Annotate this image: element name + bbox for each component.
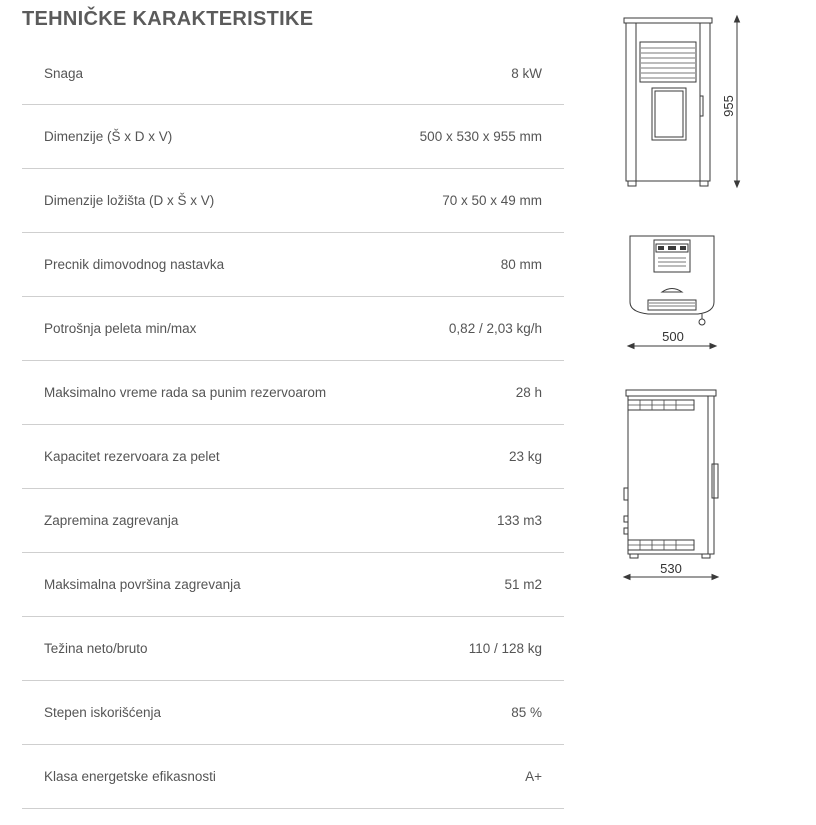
spec-value: 23 kg	[508, 449, 542, 464]
spec-row-heating-volume	[22, 489, 564, 553]
front-glass-door	[652, 88, 686, 140]
spec-label: Dimenzije (Š x D x V)	[44, 129, 173, 144]
control-panel	[654, 240, 690, 272]
depth-dimension-label: 530	[660, 561, 682, 576]
spec-label: Klasa energetske efikasnosti	[44, 769, 216, 784]
spec-label: Snaga	[44, 65, 84, 81]
spec-value: 133 m3	[496, 513, 542, 528]
spec-row-power	[22, 42, 564, 105]
top-vent	[648, 300, 696, 310]
spec-label: Kapacitet rezervoara za pelet	[44, 449, 220, 464]
spec-row-flue-diameter	[22, 233, 564, 297]
spec-label: Stepen iskorišćenja	[44, 705, 162, 720]
front-body	[626, 23, 710, 181]
stove-front-view-diagram	[610, 14, 750, 194]
spec-value: 28 h	[515, 385, 542, 400]
spec-row-max-runtime	[22, 361, 564, 425]
spec-row-tank-capacity	[22, 425, 564, 489]
spec-value: 500 x 530 x 955 mm	[419, 129, 542, 144]
spec-row-firebox-dimensions	[22, 169, 564, 233]
spec-row-pellet-consumption	[22, 297, 564, 361]
height-dimension-label: 955	[721, 95, 736, 117]
spec-value: 51 m2	[504, 577, 542, 592]
side-handle	[712, 464, 718, 498]
side-top-plate	[626, 390, 716, 396]
side-body	[628, 396, 714, 554]
spec-label: Maksimalna površina zagrevanja	[44, 577, 241, 592]
spec-value: 85 %	[511, 705, 542, 720]
spec-label: Dimenzije ložišta (D x Š x V)	[44, 193, 215, 208]
stove-side-view-diagram	[616, 388, 731, 583]
spec-value: 8 kW	[511, 65, 542, 81]
spec-table	[22, 42, 564, 809]
spec-label: Maksimalno vreme rada sa punim rezervoarom	[44, 385, 327, 400]
spec-row-weight	[22, 617, 564, 681]
door-handle	[700, 96, 703, 116]
spec-row-heating-area	[22, 553, 564, 617]
spec-value: 80 mm	[500, 257, 542, 272]
spec-row-efficiency	[22, 681, 564, 745]
page-title: TEHNIČKE KARAKTERISTIKE	[22, 8, 314, 30]
spec-row-dimensions	[22, 105, 564, 169]
spec-value: 110 / 128 kg	[468, 641, 542, 656]
spec-label: Težina neto/bruto	[44, 641, 148, 656]
spec-value: 70 x 50 x 49 mm	[442, 193, 542, 208]
front-top-plate	[624, 18, 712, 23]
spec-label: Precnik dimovodnog nastavka	[44, 257, 225, 272]
width-dimension-line	[628, 344, 716, 349]
spec-label: Potrošnja peleta min/max	[44, 321, 197, 336]
stove-top-view-diagram	[618, 230, 728, 350]
spec-row-energy-class	[22, 745, 564, 809]
spec-label: Zapremina zagrevanja	[44, 513, 179, 528]
spec-value: 0,82 / 2,03 kg/h	[448, 321, 542, 336]
width-dimension-label: 500	[662, 329, 684, 344]
spec-value: A+	[525, 769, 542, 784]
